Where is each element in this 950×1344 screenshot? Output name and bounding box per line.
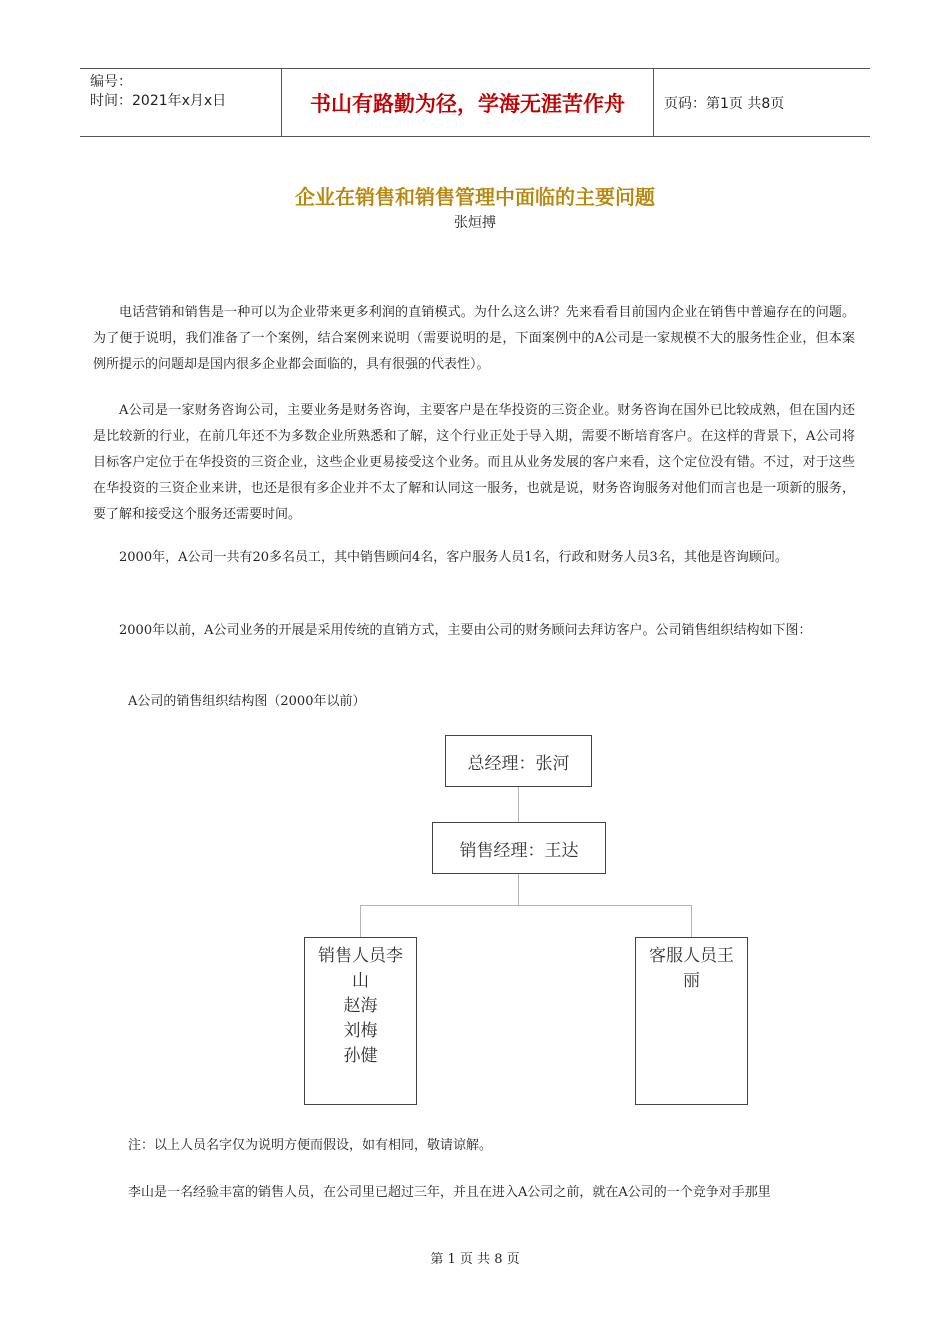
header-motto: 书山有路勤为径，学海无涯苦作舟 [282,69,654,136]
general-manager-box [445,735,592,787]
page-footer: 第 1 页 共 8 页 [430,1252,520,1267]
article-author: 张烜搏 [454,215,496,231]
sales-manager-box [432,822,606,874]
connector-sm-branch [518,873,519,905]
article-title: 企业在销售和销售管理中面临的主要问题 [295,185,655,209]
service-staff-line: 客服人员王 [649,946,734,966]
service-staff-box [635,937,748,1105]
connector-gm-sm [518,786,519,822]
paragraph-1: 电话营销和销售是一种可以为企业带来更多利润的直销模式。为什么这么讲？先来看看目前国内企业在销售中普遍存在的问题。为了便于说明，我们准备了一个案例，结合案例来说明（需要说明的是，下面案例中的A公司是一家规模不大的服务性企业，但本案例所提示的问题却是国内很多企业都会面临的，具有很强的代表性）。 [93,305,855,372]
paragraph-2: A公司是一家财务咨询公司，主要业务是财务咨询，主要客户是在华投资的三资企业。财务咨询在国外已比较成熟，但在国内还是比较新的行业，在前几年还不为多数企业所熟悉和了解，这个行业正处于导入期，需要不断培育客户。在这样的背景下，A公司将目标客户定位于在华投资的三资企业，这些企业更易接受这个业务。而且从业务发展的客户来看，这个定位没有错。不过，对于这些在华投资的三资企业来讲，也还是很有多企业并不太了解和认同这一服务，也就是说，财务咨询服务对他们而言也是一项新的服务，要了解和接受这个服务还需要时间。 [93,403,855,522]
header-page-info: 页码：第1页 共8页 [664,96,785,112]
general-manager-label: 总经理：张河 [467,753,570,774]
paragraph-3: 2000年，A公司一共有20多名员工，其中销售顾问4名，客户服务人员1名，行政和财务人员3名，其他是咨询顾问。 [119,550,788,565]
service-staff-line: 丽 [683,971,700,991]
header-meta-cell [80,69,282,136]
time-label: 时间：2021年x月x日 [90,93,227,109]
sales-manager-label: 销售经理：王达 [459,840,579,861]
note: 注：以上人员名字仅为说明方便而假设，如有相同，敬请谅解。 [128,1138,493,1153]
paragraph-5: 李山是一名经验丰富的销售人员，在公司里已超过三年，并且在进入A公司之前，就在A公司的一个竞争对手那里 [128,1185,771,1200]
number-label: 编号： [90,74,132,90]
sales-staff-box [304,937,417,1105]
sales-staff-line: 山 [352,971,369,991]
sales-staff-line: 赵海 [343,996,378,1016]
connector-branch-horizontal [360,905,692,906]
sales-staff-line: 销售人员李 [318,946,403,966]
paragraph-4: 2000年以前，A公司业务的开展是采用传统的直销方式，主要由公司的财务顾问去拜访客户。公司销售组织结构如下图： [119,623,812,638]
connector-branch-left [360,905,361,937]
document-header [80,68,870,137]
sales-staff-line: 孙健 [343,1046,378,1066]
connector-branch-right [691,905,692,937]
chart-caption: A公司的销售组织结构图（2000年以前） [128,694,366,709]
sales-staff-line: 刘梅 [343,1021,378,1041]
